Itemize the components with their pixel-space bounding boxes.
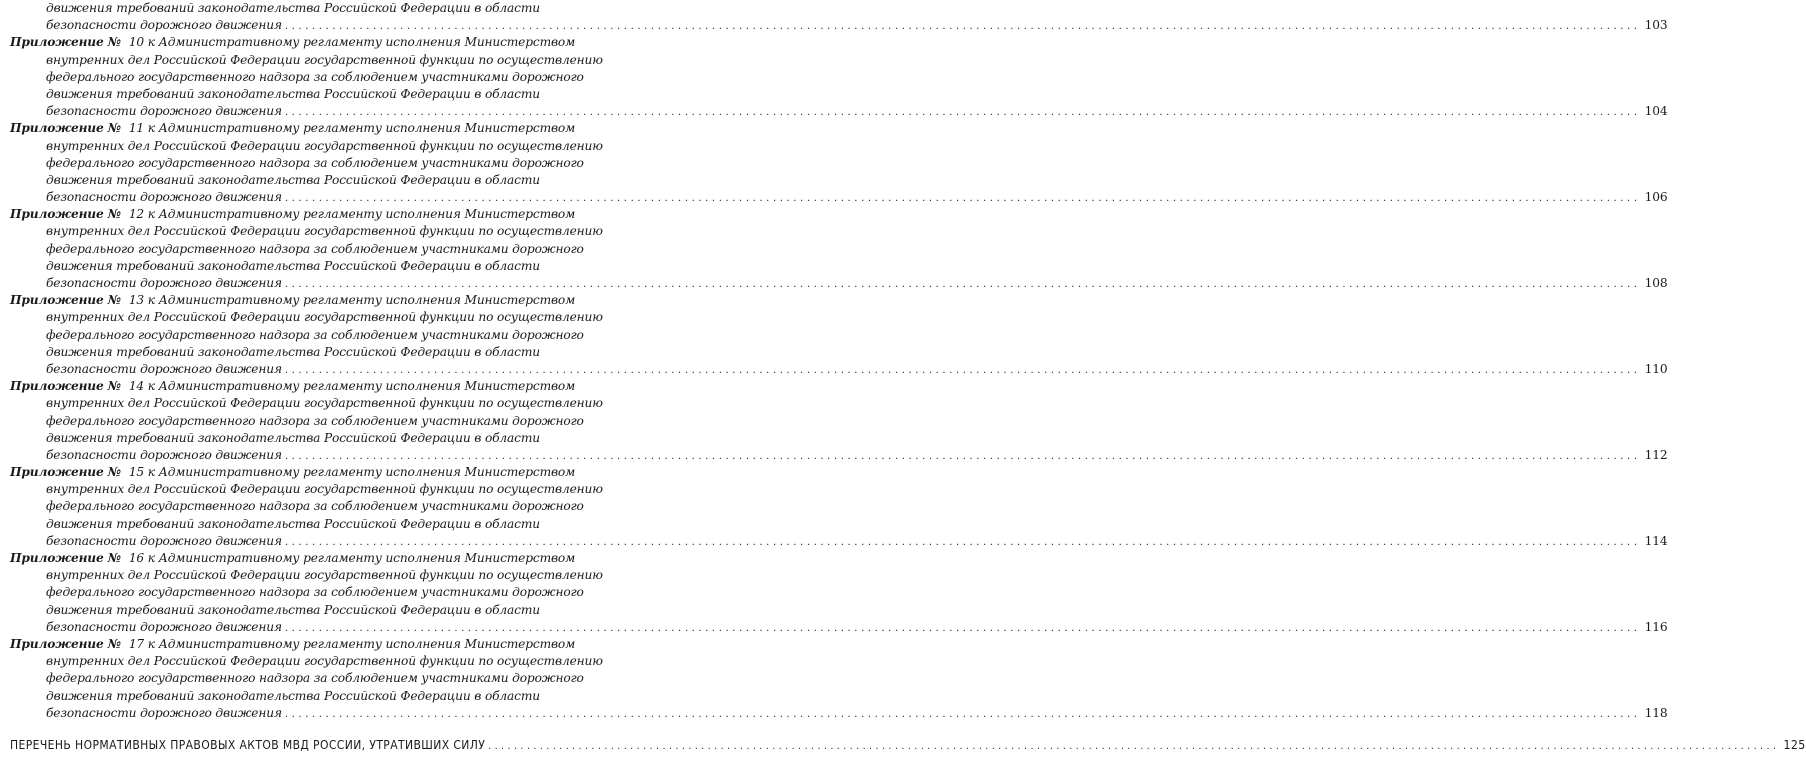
entry-text-line: безопасности дорожного движения (46, 190, 282, 205)
entry-text-line: к Административному регламенту исполнения Министерством (147, 465, 576, 480)
entry-text-line: внутренних дел Российской Федерации государственной функции по осуществлению (46, 52, 603, 67)
entry-text-line: внутренних дел Российской Федерации государственной функции по осуществлению (46, 224, 603, 239)
entry-text-line: безопасности дорожного движения (46, 705, 282, 720)
entry-last-line (0, 705, 1668, 722)
toc-entry-continuation[interactable] (0, 0, 1668, 34)
entry-last-line (0, 275, 1668, 292)
entry-text-line: безопасности дорожного движения (46, 276, 282, 290)
entry-text-line: федерального государственного надзора за соблюдением участниками дорожного (46, 585, 584, 600)
entry-text-line: безопасности дорожного движения (46, 619, 282, 634)
entry-last-line (0, 533, 1668, 550)
entry-text-line: федерального государственного надзора за соблюдением участниками дорожного (46, 241, 584, 256)
entry-text-line: движения требований законодательства Российской Федерации в области (46, 688, 540, 703)
appendix-label: Приложение № (10, 465, 121, 480)
entry-heading-line (0, 34, 640, 51)
entry-text-line: движения требований законодательства Российской Федерации в области (46, 1, 540, 15)
appendix-number: 17 (128, 636, 145, 651)
toc-entry-appendix-16[interactable] (0, 550, 1668, 636)
entry-heading-line (0, 636, 640, 653)
entry-last-line (0, 189, 1668, 206)
dot-leader: ........................................................................................................................................................................................................ (284, 279, 1641, 290)
entry-last-line (0, 17, 1668, 34)
entry-text-line: к Административному регламенту исполнения Министерством (147, 293, 576, 308)
entry-text-line: движения требований законодательства Российской Федерации в области (46, 86, 540, 101)
entry-heading-line (0, 550, 640, 567)
toc-entry-appendix-11[interactable] (0, 120, 1668, 206)
entry-text-line: внутренних дел Российской Федерации государственной функции по осуществлению (46, 138, 603, 153)
page-number: 106 (1644, 190, 1668, 205)
appendix-label: Приложение № (10, 293, 121, 308)
toc-entry-appendix-17[interactable] (0, 636, 1668, 722)
page-number: 118 (1644, 705, 1668, 720)
dot-leader: ........................................................................................................................................................................................................ (284, 364, 1641, 376)
entry-text-line: движения требований законодательства Российской Федерации в области (46, 258, 540, 273)
appendix-label: Приложение № (10, 121, 121, 136)
entry-text-line: движения требований законодательства Российской Федерации в области (46, 602, 540, 617)
dot-leader: ........................................................................................................................................................................................................ (284, 622, 1641, 634)
entry-last-line (0, 103, 1668, 120)
entry-text-line: движения требований законодательства Российской Федерации в области (46, 344, 540, 359)
entry-text-line: к Административному регламенту исполнения Министерством (147, 35, 576, 50)
page-number: 110 (1644, 361, 1668, 376)
entry-text-line: федерального государственного надзора за соблюдением участниками дорожного (46, 671, 584, 686)
dot-leader: ........................................................................................................................................................................................................ (284, 193, 1641, 205)
entry-text-line: к Административному регламенту исполнения Министерством (147, 121, 576, 136)
entry-text-line: внутренних дел Российской Федерации государственной функции по осуществлению (46, 396, 603, 411)
entry-last-line (0, 447, 1668, 464)
appendix-number: 15 (128, 465, 145, 480)
page-number: 125 (1783, 738, 1806, 752)
appendix-number: 14 (128, 379, 145, 394)
toc-entry-appendix-15[interactable] (0, 464, 1668, 550)
appendix-label: Приложение № (10, 636, 121, 651)
entry-text-line: движения требований законодательства Российской Федерации в области (46, 430, 540, 445)
dot-leader: ........................................................................................................................................................................................................ (488, 741, 1780, 752)
entry-heading-line (0, 292, 640, 309)
dot-leader: ........................................................................................................................................................................................................ (284, 536, 1641, 548)
entry-text-line: федерального государственного надзора за соблюдением участниками дорожного (46, 327, 584, 342)
entry-text-line: к Административному регламенту исполнения Министерством (147, 551, 576, 565)
page-number: 108 (1644, 276, 1668, 290)
page-number: 103 (1644, 18, 1668, 33)
toc-entry-repealed-acts[interactable] (10, 738, 1806, 752)
entry-text-line: федерального государственного надзора за соблюдением участниками дорожного (46, 69, 584, 84)
appendix-number: 16 (128, 551, 145, 565)
appendix-number: 12 (128, 207, 145, 222)
entry-text-line: безопасности дорожного движения (46, 361, 282, 376)
entry-text-line: внутренних дел Российской Федерации государственной функции по осуществлению (46, 654, 603, 669)
entry-text-line: к Административному регламенту исполнения Министерством (147, 207, 576, 222)
entry-heading-line (0, 206, 640, 223)
appendix-label: Приложение № (10, 551, 121, 565)
appendix-label: Приложение № (10, 379, 121, 394)
entry-title: ПЕРЕЧЕНЬ НОРМАТИВНЫХ ПРАВОВЫХ АКТОВ МВД РОССИИ, УТРАТИВШИХ СИЛУ (10, 738, 486, 752)
page-number: 112 (1644, 447, 1668, 462)
toc-entry-appendix-10[interactable] (0, 34, 1668, 120)
toc-entry-appendix-12[interactable] (0, 206, 1668, 292)
entry-text-line: федерального государственного надзора за соблюдением участниками дорожного (46, 499, 584, 514)
entry-text-line: безопасности дорожного движения (46, 533, 282, 548)
entry-last-line (0, 361, 1668, 378)
entry-text-line: безопасности дорожного движения (46, 104, 282, 119)
page-number: 114 (1644, 533, 1668, 548)
page-number: 116 (1644, 619, 1668, 634)
entry-text-line: внутренних дел Российской Федерации государственной функции по осуществлению (46, 310, 603, 325)
toc-entry-appendix-13[interactable] (0, 292, 1668, 378)
entry-heading-line (0, 378, 640, 395)
dot-leader: ........................................................................................................................................................................................................ (284, 708, 1641, 720)
entry-text-line: движения требований законодательства Российской Федерации в области (46, 172, 540, 187)
entry-text-line: к Административному регламенту исполнения Министерством (147, 636, 576, 651)
appendix-number: 10 (128, 35, 145, 50)
appendix-number: 11 (128, 121, 145, 136)
page-number: 104 (1644, 104, 1668, 119)
entry-text-line: федерального государственного надзора за соблюдением участниками дорожного (46, 413, 584, 428)
entry-text-line: безопасности дорожного движения (46, 18, 282, 33)
entry-heading-line (0, 464, 640, 481)
entry-text-line: безопасности дорожного движения (46, 447, 282, 462)
appendix-label: Приложение № (10, 207, 121, 222)
dot-leader: ........................................................................................................................................................................................................ (284, 21, 1641, 33)
entry-last-line (0, 619, 1668, 636)
toc-entry-appendix-14[interactable] (0, 378, 1668, 464)
entry-heading-line (0, 120, 640, 137)
appendix-label: Приложение № (10, 35, 121, 50)
dot-leader: ........................................................................................................................................................................................................ (284, 107, 1641, 119)
entry-text-line: федерального государственного надзора за соблюдением участниками дорожного (46, 155, 584, 170)
appendix-number: 13 (128, 293, 145, 308)
entry-text-line: внутренних дел Российской Федерации государственной функции по осуществлению (46, 568, 603, 583)
dot-leader: ........................................................................................................................................................................................................ (284, 450, 1641, 462)
entry-text-line: к Административному регламенту исполнения Министерством (147, 379, 576, 394)
entry-text-line: движения требований законодательства Российской Федерации в области (46, 516, 540, 531)
entry-text-line: внутренних дел Российской Федерации государственной функции по осуществлению (46, 482, 603, 497)
